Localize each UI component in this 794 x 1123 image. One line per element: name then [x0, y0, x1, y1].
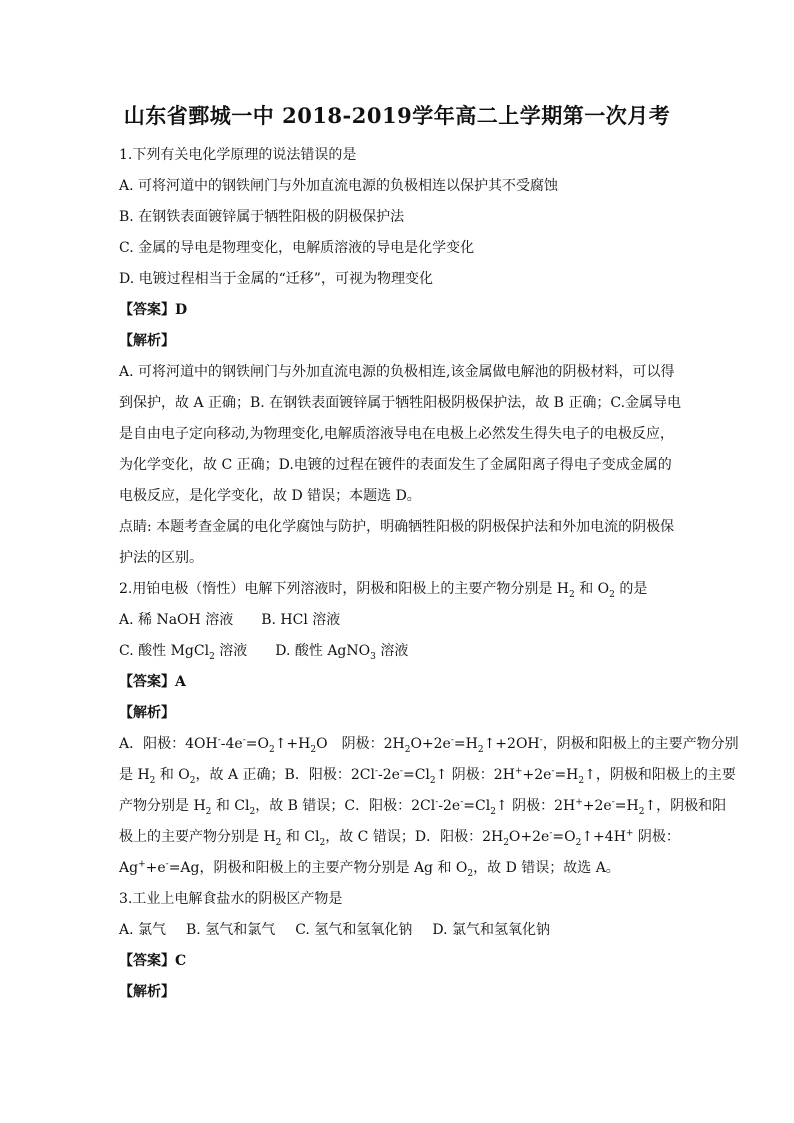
question-1-option-b: B. 在钢铁表面镀锌属于牺牲阳极的阴极保护法 — [119, 209, 405, 225]
question-2-option-a: A. 稀 NaOH 溶液 — [119, 612, 234, 628]
question-1-option-a: A. 可将河道中的钢铁闸门与外加直流电源的负极相连以保护其不受腐蚀 — [119, 178, 559, 194]
question-3-option-b: B. 氢气和氯气 — [186, 922, 276, 938]
question-3-analysis-heading: 【解析】 — [119, 984, 175, 1000]
question-1-analysis-line: A. 可将河道中的钢铁闸门与外加直流电源的负极相连,该金属做电解池的阴极材料，可以得 — [119, 364, 675, 380]
question-3-option-c: C. 氢气和氢氧化钠 — [295, 922, 413, 938]
question-2-option-c: C. 酸性 MgCl$_2$ 溶液 — [119, 643, 248, 662]
question-2-answer: 【答案】A — [119, 674, 186, 690]
question-2-analysis-line: A．阳极：$4OH^--4e^-=O_2↑+H_2O$ 阴极：$2H_2O+2e^-=H_2↑+2OH^-$，阴极和阳极上的主要产物分别 — [119, 735, 739, 755]
question-1-analysis-heading: 【解析】 — [119, 333, 175, 349]
question-1-option-c: C. 金属的导电是物理变化，电解质溶液的导电是化学变化 — [119, 240, 475, 256]
question-1-analysis-line: 为化学变化，故 C 正确；D.电镀的过程在镀件的表面发生了金属阳离子得电子变成金属的 — [119, 457, 672, 473]
question-2-option-d: D. 酸性 AgNO$_3$ 溶液 — [275, 643, 409, 662]
question-2-analysis-heading: 【解析】 — [119, 705, 175, 721]
question-1-stem: 1.下列有关电化学原理的说法错误的是 — [119, 147, 357, 163]
page-title: 山东省鄄城一中 2018-2019学年高二上学期第一次月考 — [123, 103, 671, 128]
question-2-analysis-line: 产物分别是 $H_2$ 和 $Cl_2$，故 B 错误；C．阳极：$2Cl^--2e^-=Cl_2↑$ 阴极：$2H^++2e^-=H_2↑$，阴极和阳 — [119, 797, 727, 817]
question-1-option-d: D. 电镀过程相当于金属的“迁移”，可视为物理变化 — [119, 271, 433, 287]
question-2-options-row-1 — [119, 610, 679, 630]
question-3-stem: 3.工业上电解食盐水的阴极区产物是 — [119, 891, 343, 907]
question-1-note-line: 点睛: 本题考查金属的电化学腐蚀与防护，明确牺牲阳极的阴极保护法和外加电流的阴极保 — [119, 519, 675, 535]
question-2-option-b: B. HCl 溶液 — [261, 612, 341, 628]
question-3-options — [119, 920, 679, 940]
question-3-option-a: A. 氯气 — [119, 922, 167, 938]
question-1-answer: 【答案】D — [119, 302, 188, 318]
question-1-analysis-line: 到保护，故 A 正确；B. 在钢铁表面镀锌属于牺牲阳极阴极保护法，故 B 正确；C.金属导电 — [119, 395, 682, 411]
question-2-analysis-line: Ag++e-=Ag，阴极和阳极上的主要产物分别是 Ag 和 $O_2$，故 D 错误；故选 A。 — [119, 859, 620, 879]
question-3-answer: 【答案】C — [119, 953, 187, 969]
question-2-analysis-line: 是 $H_2$ 和 $O_2$，故 A 正确；B．阳极：$2Cl^--2e^-=Cl_2↑$ 阴极：$2H^++2e^-=H_2↑$，阴极和阳极上的主要 — [119, 766, 736, 786]
question-1-note-line: 护法的区别。 — [119, 550, 203, 566]
question-2-stem: 2.用铂电极（惰性）电解下列溶液时，阴极和阳极上的主要产物分别是 $H_2$ 和 $O_2$ 的是 — [119, 581, 648, 600]
question-1-analysis-line: 电极反应，是化学变化，故 D 错误；本题选 D。 — [119, 488, 421, 504]
question-1-analysis-line: 是自由电子定向移动,为物理变化,电解质溶液导电在电极上必然发生得失电子的电极反应， — [119, 426, 674, 442]
question-2-analysis-line: 极上的主要产物分别是 $H_2$ 和 $Cl_2$，故 C 错误；D．阳极：$2H_2O+2e^-=O_2↑+4H^+$ 阴极： — [119, 828, 680, 848]
question-2-options-row-2 — [119, 641, 679, 661]
question-3-option-d: D. 氯气和氢氧化钠 — [432, 922, 550, 938]
